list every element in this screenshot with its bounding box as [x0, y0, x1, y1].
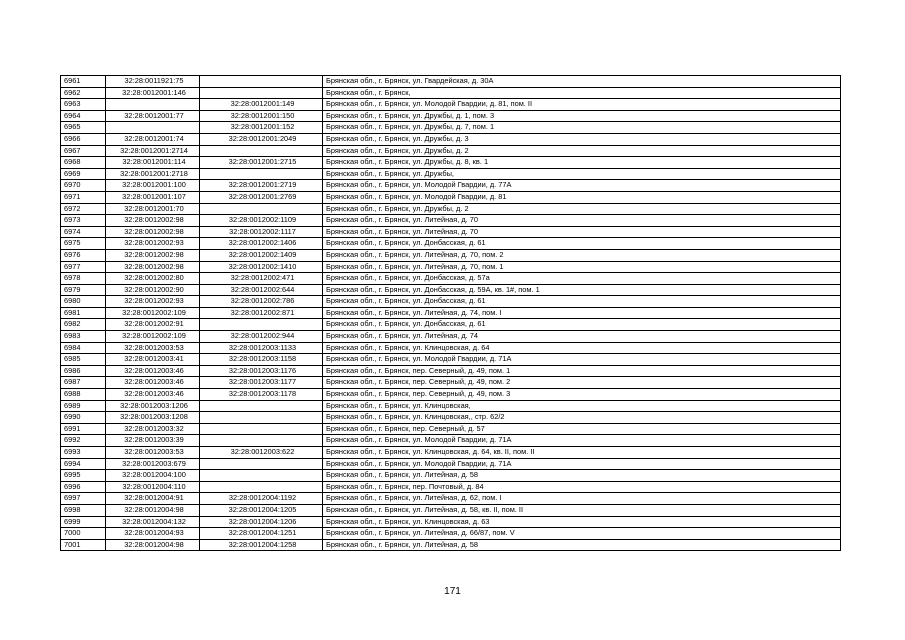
table-row — [61, 447, 841, 459]
table-row — [61, 470, 841, 482]
premises-cadastral-number-cell: 32:28:0012002:1409 — [200, 249, 323, 261]
row-number-cell: 7000 — [61, 528, 106, 540]
premises-cadastral-number-cell: 32:28:0012003:622 — [200, 447, 323, 459]
cadastral-number-cell: 32:28:0012002:98 — [106, 249, 200, 261]
row-number-cell: 6969 — [61, 168, 106, 180]
row-number-cell: 6979 — [61, 284, 106, 296]
address-cell: Брянская обл., г. Брянск, ул. Дружбы, д. 7, пом. 1 — [323, 122, 841, 134]
table-row — [61, 122, 841, 134]
premises-cadastral-number-cell: 32:28:0012001:150 — [200, 110, 323, 122]
address-cell: Брянская обл., г. Брянск, ул. Литейная, д. 70, пом. 1 — [323, 261, 841, 273]
premises-cadastral-number-cell — [200, 470, 323, 482]
table-row — [61, 331, 841, 343]
cadastral-number-cell: 32:28:0012004:91 — [106, 493, 200, 505]
cadastral-number-cell — [106, 99, 200, 111]
cadastral-number-cell: 32:28:0012001:107 — [106, 191, 200, 203]
cadastral-number-cell: 32:28:0012004:98 — [106, 539, 200, 551]
cadastral-number-cell: 32:28:0012003:53 — [106, 342, 200, 354]
premises-cadastral-number-cell: 32:28:0012002:1410 — [200, 261, 323, 273]
cadastral-number-cell: 32:28:0012001:2714 — [106, 145, 200, 157]
premises-cadastral-number-cell: 32:28:0012004:1192 — [200, 493, 323, 505]
premises-cadastral-number-cell: 32:28:0012004:1251 — [200, 528, 323, 540]
premises-cadastral-number-cell — [200, 145, 323, 157]
premises-cadastral-number-cell — [200, 319, 323, 331]
cadastral-number-cell: 32:28:0012001:2718 — [106, 168, 200, 180]
address-cell: Брянская обл., г. Брянск, ул. Литейная, д. 74 — [323, 331, 841, 343]
premises-cadastral-number-cell: 32:28:0012002:644 — [200, 284, 323, 296]
cadastral-number-cell: 32:28:0012002:98 — [106, 226, 200, 238]
row-number-cell: 6982 — [61, 319, 106, 331]
cadastral-number-cell: 32:28:0012004:132 — [106, 516, 200, 528]
cadastral-number-cell: 32:28:0011921:75 — [106, 76, 200, 88]
cadastral-number-cell: 32:28:0012003:46 — [106, 365, 200, 377]
table-row — [61, 133, 841, 145]
row-number-cell: 6966 — [61, 133, 106, 145]
premises-cadastral-number-cell — [200, 412, 323, 424]
table-row — [61, 481, 841, 493]
premises-cadastral-number-cell: 32:28:0012002:786 — [200, 296, 323, 308]
premises-cadastral-number-cell — [200, 435, 323, 447]
cadastral-number-cell: 32:28:0012001:114 — [106, 157, 200, 169]
table-row — [61, 99, 841, 111]
table-row — [61, 319, 841, 331]
row-number-cell: 6961 — [61, 76, 106, 88]
table-row — [61, 284, 841, 296]
table-body — [61, 76, 841, 551]
row-number-cell: 6987 — [61, 377, 106, 389]
premises-cadastral-number-cell — [200, 481, 323, 493]
premises-cadastral-number-cell: 32:28:0012003:1176 — [200, 365, 323, 377]
address-cell: Брянская обл., г. Брянск, ул. Клинцовская, — [323, 400, 841, 412]
row-number-cell: 6996 — [61, 481, 106, 493]
table-row — [61, 412, 841, 424]
row-number-cell: 6994 — [61, 458, 106, 470]
row-number-cell: 6975 — [61, 238, 106, 250]
address-cell: Брянская обл., г. Брянск, ул. Литейная, д. 70, пом. 2 — [323, 249, 841, 261]
cadastral-number-cell: 32:28:0012004:100 — [106, 470, 200, 482]
table-row — [61, 145, 841, 157]
cadastral-number-cell: 32:28:0012002:80 — [106, 273, 200, 285]
table-row — [61, 215, 841, 227]
address-cell: Брянская обл., г. Брянск, ул. Молодой Гвардии, д. 81, пом. II — [323, 99, 841, 111]
table-row — [61, 307, 841, 319]
premises-cadastral-number-cell: 32:28:0012004:1206 — [200, 516, 323, 528]
address-cell: Брянская обл., г. Брянск, — [323, 87, 841, 99]
row-number-cell: 6988 — [61, 389, 106, 401]
address-cell: Брянская обл., г. Брянск, ул. Гвардейская, д. 30А — [323, 76, 841, 88]
premises-cadastral-number-cell: 32:28:0012002:1109 — [200, 215, 323, 227]
premises-cadastral-number-cell — [200, 203, 323, 215]
address-cell: Брянская обл., г. Брянск, пер. Почтовый, д. 84 — [323, 481, 841, 493]
row-number-cell: 6985 — [61, 354, 106, 366]
table-row — [61, 296, 841, 308]
table-row — [61, 157, 841, 169]
address-cell: Брянская обл., г. Брянск, пер. Северный, д. 57 — [323, 423, 841, 435]
row-number-cell: 6993 — [61, 447, 106, 459]
address-cell: Брянская обл., г. Брянск, ул. Молодой Гвардии, д. 71А — [323, 354, 841, 366]
table-row — [61, 539, 841, 551]
cadastral-number-cell: 32:28:0012001:77 — [106, 110, 200, 122]
address-cell: Брянская обл., г. Брянск, ул. Дружбы, д. 3 — [323, 133, 841, 145]
row-number-cell: 6978 — [61, 273, 106, 285]
cadastral-number-cell: 32:28:0012001:70 — [106, 203, 200, 215]
cadastral-number-cell: 32:28:0012004:93 — [106, 528, 200, 540]
address-cell: Брянская обл., г. Брянск, ул. Клинцовская,, стр. 62/2 — [323, 412, 841, 424]
address-cell: Брянская обл., г. Брянск, ул. Дружбы, д. 2 — [323, 203, 841, 215]
address-cell: Брянская обл., г. Брянск, ул. Литейная, д. 58, кв. II, пом. II — [323, 504, 841, 516]
row-number-cell: 6984 — [61, 342, 106, 354]
table-row — [61, 528, 841, 540]
address-cell: Брянская обл., г. Брянск, ул. Клинцовская, д. 64, кв. II, пом. II — [323, 447, 841, 459]
table-row — [61, 389, 841, 401]
cadastral-number-cell: 32:28:0012002:109 — [106, 307, 200, 319]
premises-cadastral-number-cell: 32:28:0012002:944 — [200, 331, 323, 343]
row-number-cell: 7001 — [61, 539, 106, 551]
row-number-cell: 6971 — [61, 191, 106, 203]
row-number-cell: 6970 — [61, 180, 106, 192]
address-cell: Брянская обл., г. Брянск, ул. Литейная, д. 70 — [323, 226, 841, 238]
row-number-cell: 6972 — [61, 203, 106, 215]
row-number-cell: 6986 — [61, 365, 106, 377]
row-number-cell: 6981 — [61, 307, 106, 319]
cadastral-number-cell: 32:28:0012001:146 — [106, 87, 200, 99]
premises-cadastral-number-cell: 32:28:0012003:1178 — [200, 389, 323, 401]
premises-cadastral-number-cell: 32:28:0012004:1258 — [200, 539, 323, 551]
cadastral-number-cell: 32:28:0012002:98 — [106, 215, 200, 227]
table-row — [61, 180, 841, 192]
premises-cadastral-number-cell: 32:28:0012001:2049 — [200, 133, 323, 145]
address-cell: Брянская обл., г. Брянск, ул. Донбасская, д. 61 — [323, 296, 841, 308]
table-row — [61, 110, 841, 122]
premises-cadastral-number-cell — [200, 87, 323, 99]
address-cell: Брянская обл., г. Брянск, пер. Северный, д. 49, пом. 2 — [323, 377, 841, 389]
row-number-cell: 6973 — [61, 215, 106, 227]
row-number-cell: 6977 — [61, 261, 106, 273]
table-row — [61, 400, 841, 412]
table-row — [61, 203, 841, 215]
row-number-cell: 6964 — [61, 110, 106, 122]
cadastral-number-cell: 32:28:0012002:91 — [106, 319, 200, 331]
row-number-cell: 6989 — [61, 400, 106, 412]
address-cell: Брянская обл., г. Брянск, ул. Донбасская, д. 61 — [323, 319, 841, 331]
row-number-cell: 6963 — [61, 99, 106, 111]
address-cell: Брянская обл., г. Брянск, ул. Донбасская, д. 57а — [323, 273, 841, 285]
cadastral-number-cell: 32:28:0012003:679 — [106, 458, 200, 470]
cadastral-number-cell: 32:28:0012002:93 — [106, 296, 200, 308]
row-number-cell: 6980 — [61, 296, 106, 308]
address-cell: Брянская обл., г. Брянск, ул. Донбасская, д. 59А, кв. 1#, пом. 1 — [323, 284, 841, 296]
address-cell: Брянская обл., г. Брянск, ул. Дружбы, д. 1, пом. 3 — [323, 110, 841, 122]
cadastral-number-cell: 32:28:0012002:90 — [106, 284, 200, 296]
address-cell: Брянская обл., г. Брянск, ул. Литейная, д. 70 — [323, 215, 841, 227]
address-cell: Брянская обл., г. Брянск, ул. Донбасская, д. 61 — [323, 238, 841, 250]
table-row — [61, 354, 841, 366]
row-number-cell: 6990 — [61, 412, 106, 424]
premises-cadastral-number-cell: 32:28:0012001:149 — [200, 99, 323, 111]
table-row — [61, 504, 841, 516]
cadastral-number-cell: 32:28:0012003:46 — [106, 389, 200, 401]
row-number-cell: 6976 — [61, 249, 106, 261]
table-row — [61, 377, 841, 389]
table-row — [61, 423, 841, 435]
address-cell: Брянская обл., г. Брянск, ул. Литейная, д. 62, пом. I — [323, 493, 841, 505]
row-number-cell: 6995 — [61, 470, 106, 482]
premises-cadastral-number-cell: 32:28:0012001:152 — [200, 122, 323, 134]
premises-cadastral-number-cell: 32:28:0012002:471 — [200, 273, 323, 285]
premises-cadastral-number-cell: 32:28:0012003:1177 — [200, 377, 323, 389]
table-row — [61, 365, 841, 377]
address-cell: Брянская обл., г. Брянск, пер. Северный, д. 49, пом. 3 — [323, 389, 841, 401]
row-number-cell: 6965 — [61, 122, 106, 134]
cadastral-number-cell: 32:28:0012002:93 — [106, 238, 200, 250]
address-cell: Брянская обл., г. Брянск, ул. Клинцовская, д. 63 — [323, 516, 841, 528]
premises-cadastral-number-cell — [200, 458, 323, 470]
row-number-cell: 6974 — [61, 226, 106, 238]
cadastral-number-cell: 32:28:0012003:32 — [106, 423, 200, 435]
address-cell: Брянская обл., г. Брянск, ул. Дружбы, — [323, 168, 841, 180]
cadastral-number-cell: 32:28:0012004:98 — [106, 504, 200, 516]
row-number-cell: 6962 — [61, 87, 106, 99]
address-cell: Брянская обл., г. Брянск, ул. Молодой Гвардии, д. 71А — [323, 458, 841, 470]
cadastral-number-cell: 32:28:0012002:98 — [106, 261, 200, 273]
premises-cadastral-number-cell: 32:28:0012003:1158 — [200, 354, 323, 366]
premises-cadastral-number-cell: 32:28:0012001:2719 — [200, 180, 323, 192]
premises-cadastral-number-cell — [200, 76, 323, 88]
table-row — [61, 342, 841, 354]
premises-cadastral-number-cell: 32:28:0012001:2715 — [200, 157, 323, 169]
row-number-cell: 6998 — [61, 504, 106, 516]
address-cell: Брянская обл., г. Брянск, ул. Дружбы, д. 2 — [323, 145, 841, 157]
premises-cadastral-number-cell — [200, 400, 323, 412]
premises-cadastral-number-cell: 32:28:0012004:1205 — [200, 504, 323, 516]
address-cell: Брянская обл., г. Брянск, пер. Северный, д. 49, пом. 1 — [323, 365, 841, 377]
table-row — [61, 261, 841, 273]
address-cell: Брянская обл., г. Брянск, ул. Литейная, д. 66/87, пом. V — [323, 528, 841, 540]
address-cell: Брянская обл., г. Брянск, ул. Литейная, д. 58 — [323, 539, 841, 551]
table-row — [61, 458, 841, 470]
row-number-cell: 6997 — [61, 493, 106, 505]
table-row — [61, 226, 841, 238]
address-cell: Брянская обл., г. Брянск, ул. Клинцовская, д. 64 — [323, 342, 841, 354]
table-row — [61, 273, 841, 285]
table-row — [61, 87, 841, 99]
address-cell: Брянская обл., г. Брянск, ул. Молодой Гвардии, д. 77А — [323, 180, 841, 192]
table-row — [61, 168, 841, 180]
cadastral-number-cell: 32:28:0012003:46 — [106, 377, 200, 389]
table-row — [61, 249, 841, 261]
premises-cadastral-number-cell: 32:28:0012002:1117 — [200, 226, 323, 238]
cadastral-number-cell: 32:28:0012001:100 — [106, 180, 200, 192]
premises-cadastral-number-cell: 32:28:0012002:871 — [200, 307, 323, 319]
address-cell: Брянская обл., г. Брянск, ул. Молодой Гвардии, д. 71А — [323, 435, 841, 447]
cadastral-number-cell: 32:28:0012002:109 — [106, 331, 200, 343]
premises-cadastral-number-cell: 32:28:0012002:1406 — [200, 238, 323, 250]
row-number-cell: 6967 — [61, 145, 106, 157]
cadastral-number-cell: 32:28:0012003:1206 — [106, 400, 200, 412]
table-row — [61, 191, 841, 203]
table-row — [61, 516, 841, 528]
premises-cadastral-number-cell: 32:28:0012001:2769 — [200, 191, 323, 203]
cadastral-number-cell: 32:28:0012003:39 — [106, 435, 200, 447]
address-cell: Брянская обл., г. Брянск, ул. Литейная, д. 74, пом. I — [323, 307, 841, 319]
cadastral-number-cell — [106, 122, 200, 134]
cadastral-number-cell: 32:28:0012003:41 — [106, 354, 200, 366]
page-number: 171 — [444, 586, 461, 597]
address-cell: Брянская обл., г. Брянск, ул. Молодой Гвардии, д. 81 — [323, 191, 841, 203]
address-cell: Брянская обл., г. Брянск, ул. Литейная, д. 58 — [323, 470, 841, 482]
premises-cadastral-number-cell — [200, 168, 323, 180]
cadastral-table — [60, 75, 841, 551]
address-cell: Брянская обл., г. Брянск, ул. Дружбы, д. 8, кв. 1 — [323, 157, 841, 169]
cadastral-number-cell: 32:28:0012004:110 — [106, 481, 200, 493]
premises-cadastral-number-cell: 32:28:0012003:1133 — [200, 342, 323, 354]
row-number-cell: 6992 — [61, 435, 106, 447]
row-number-cell: 6968 — [61, 157, 106, 169]
premises-cadastral-number-cell — [200, 423, 323, 435]
cadastral-number-cell: 32:28:0012003:1208 — [106, 412, 200, 424]
row-number-cell: 6991 — [61, 423, 106, 435]
row-number-cell: 6983 — [61, 331, 106, 343]
cadastral-number-cell: 32:28:0012001:74 — [106, 133, 200, 145]
table-row — [61, 238, 841, 250]
table-row — [61, 493, 841, 505]
table-row — [61, 76, 841, 88]
table-row — [61, 435, 841, 447]
row-number-cell: 6999 — [61, 516, 106, 528]
cadastral-number-cell: 32:28:0012003:53 — [106, 447, 200, 459]
